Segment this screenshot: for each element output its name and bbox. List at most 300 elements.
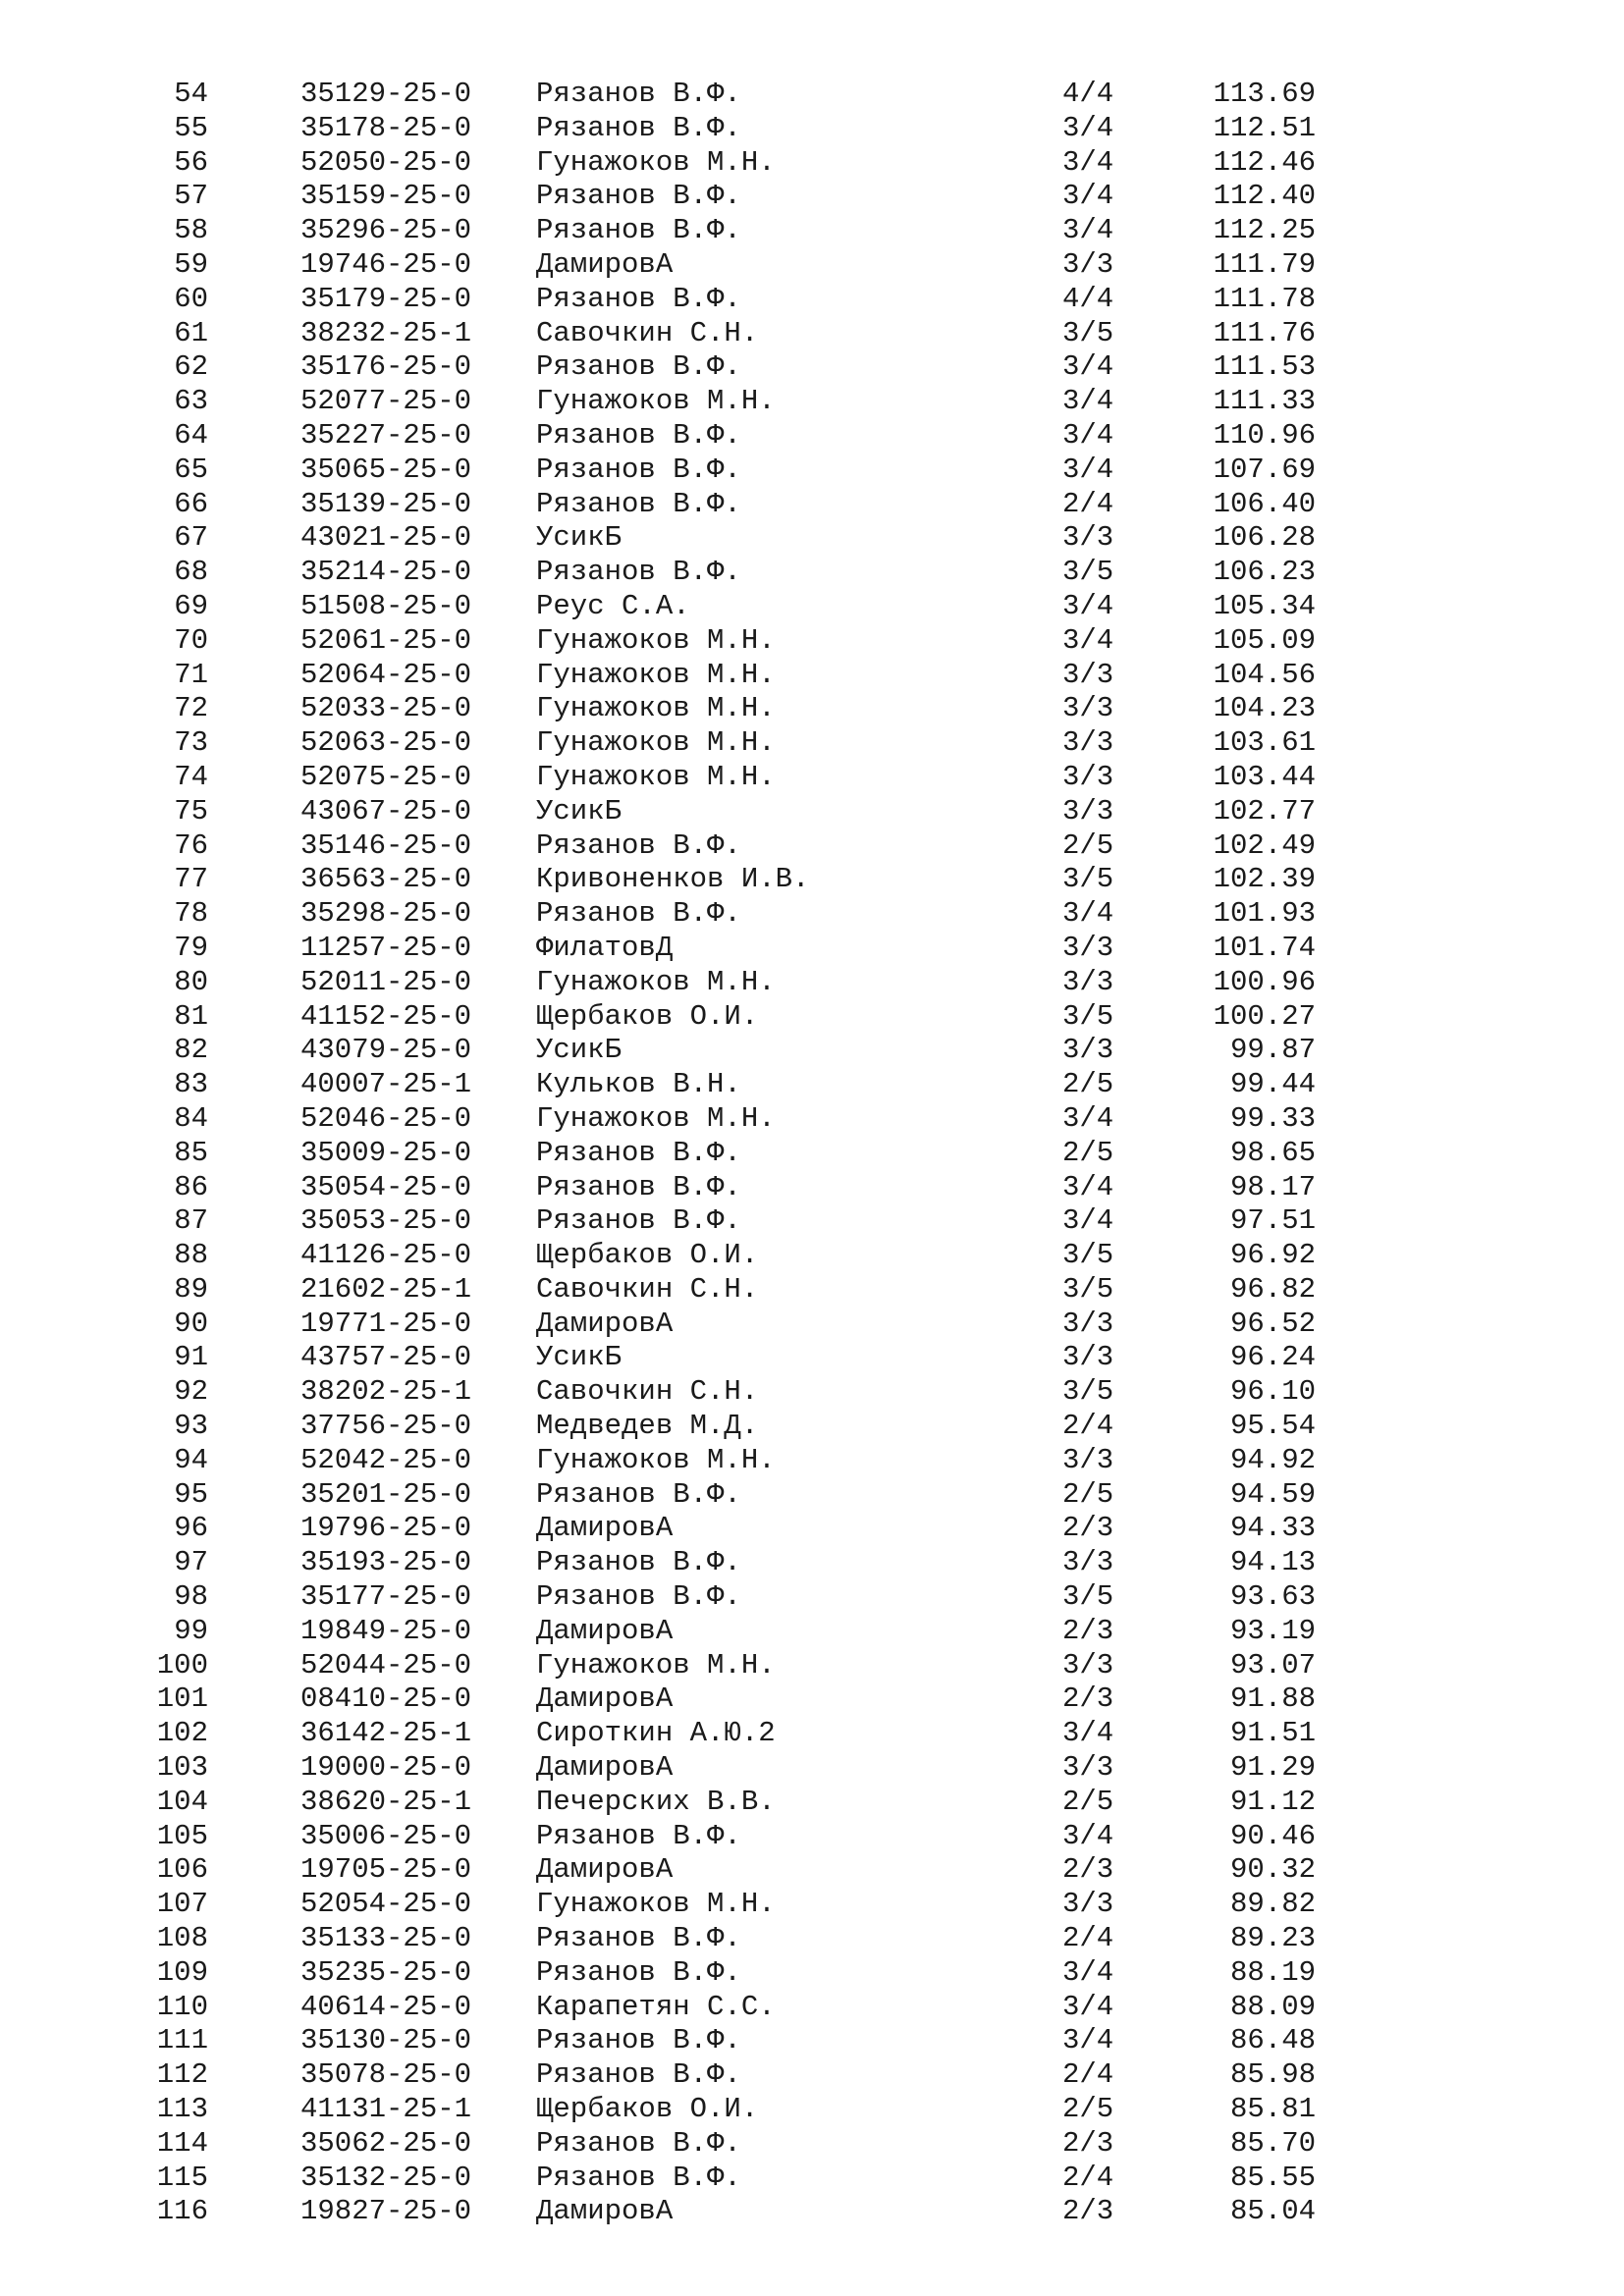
breeder-name: ДамировА bbox=[536, 1614, 674, 1647]
breeder-name: Гунажоков М.Н. bbox=[536, 1101, 776, 1135]
breeder-name: Гунажоков М.Н. bbox=[536, 1888, 776, 1921]
row-number: 72 bbox=[174, 692, 208, 725]
ratio: 3/4 bbox=[1062, 180, 1114, 213]
row-number: 73 bbox=[174, 726, 208, 760]
breeder-name: Гунажоков М.Н. bbox=[536, 760, 776, 793]
score: 112.46 bbox=[1213, 145, 1316, 179]
score: 111.33 bbox=[1213, 385, 1316, 418]
row-number: 89 bbox=[174, 1272, 208, 1306]
ratio: 3/5 bbox=[1062, 1580, 1114, 1614]
breeder-name: Рязанов В.Ф. bbox=[536, 1955, 741, 1989]
table-row bbox=[0, 2058, 1624, 2093]
score: 111.53 bbox=[1213, 350, 1316, 384]
score: 93.19 bbox=[1229, 1614, 1316, 1647]
ratio: 3/3 bbox=[1062, 247, 1114, 281]
score: 111.79 bbox=[1213, 247, 1316, 281]
table-row bbox=[0, 1786, 1624, 1820]
row-number: 82 bbox=[174, 1034, 208, 1067]
registration-code: 52033-25-0 bbox=[300, 692, 472, 725]
row-number: 84 bbox=[174, 1101, 208, 1135]
table-row bbox=[0, 1649, 1624, 1683]
score: 88.19 bbox=[1229, 1955, 1316, 1989]
row-number: 63 bbox=[174, 385, 208, 418]
breeder-name: ДамировА bbox=[536, 2195, 674, 2228]
registration-code: 40614-25-0 bbox=[300, 1990, 472, 2023]
ratio: 3/3 bbox=[1062, 658, 1114, 691]
row-number: 81 bbox=[174, 999, 208, 1033]
registration-code: 35078-25-0 bbox=[300, 2058, 472, 2092]
registration-code: 08410-25-0 bbox=[300, 1682, 472, 1716]
row-number: 66 bbox=[174, 487, 208, 520]
breeder-name: Савочкин С.Н. bbox=[536, 1272, 759, 1306]
breeder-name: Рязанов В.Ф. bbox=[536, 350, 741, 384]
score: 100.27 bbox=[1213, 999, 1316, 1033]
registration-code: 35133-25-0 bbox=[300, 1922, 472, 1955]
row-number: 90 bbox=[174, 1307, 208, 1340]
row-number: 83 bbox=[174, 1068, 208, 1101]
score: 97.51 bbox=[1229, 1204, 1316, 1238]
breeder-name: Гунажоков М.Н. bbox=[536, 623, 776, 657]
registration-code: 52075-25-0 bbox=[300, 760, 472, 793]
table-row bbox=[0, 659, 1624, 693]
row-number: 96 bbox=[174, 1512, 208, 1545]
registration-code: 35065-25-0 bbox=[300, 453, 472, 486]
breeder-name: Гунажоков М.Н. bbox=[536, 145, 776, 179]
breeder-name: Рязанов В.Ф. bbox=[536, 111, 741, 144]
row-number: 54 bbox=[174, 78, 208, 110]
row-number: 106 bbox=[156, 1853, 208, 1887]
score: 94.59 bbox=[1229, 1477, 1316, 1511]
table-row bbox=[0, 385, 1624, 419]
score: 85.70 bbox=[1229, 2126, 1316, 2160]
row-number: 77 bbox=[174, 863, 208, 896]
ratio: 3/4 bbox=[1062, 111, 1114, 144]
breeder-name: Гунажоков М.Н. bbox=[536, 692, 776, 725]
table-row bbox=[0, 1171, 1624, 1205]
table-row bbox=[0, 112, 1624, 146]
registration-code: 35159-25-0 bbox=[300, 180, 472, 213]
ratio: 3/5 bbox=[1062, 1272, 1114, 1306]
registration-code: 35227-25-0 bbox=[300, 418, 472, 452]
ratio: 3/4 bbox=[1062, 385, 1114, 418]
breeder-name: Медведев М.Д. bbox=[536, 1410, 759, 1443]
row-number: 60 bbox=[174, 282, 208, 315]
row-number: 109 bbox=[156, 1955, 208, 1989]
row-number: 92 bbox=[174, 1375, 208, 1409]
score: 102.39 bbox=[1213, 863, 1316, 896]
registration-code: 35177-25-0 bbox=[300, 1580, 472, 1614]
registration-code: 19000-25-0 bbox=[300, 1751, 472, 1785]
breeder-name: Рязанов В.Ф. bbox=[536, 1136, 741, 1169]
ratio: 2/4 bbox=[1062, 1410, 1114, 1443]
score: 98.17 bbox=[1229, 1170, 1316, 1203]
breeder-name: УсикБ bbox=[536, 1341, 623, 1374]
score: 104.23 bbox=[1213, 692, 1316, 725]
ratio: 2/5 bbox=[1062, 1136, 1114, 1169]
ratio: 2/5 bbox=[1062, 828, 1114, 862]
table-row bbox=[0, 2093, 1624, 2127]
registration-code: 52061-25-0 bbox=[300, 623, 472, 657]
breeder-name: ДамировА bbox=[536, 1307, 674, 1340]
score: 90.32 bbox=[1229, 1853, 1316, 1887]
table-row bbox=[0, 1034, 1624, 1068]
score: 99.33 bbox=[1229, 1101, 1316, 1135]
table-row bbox=[0, 556, 1624, 590]
row-number: 111 bbox=[156, 2024, 208, 2057]
ratio: 2/5 bbox=[1062, 1068, 1114, 1101]
breeder-name: УсикБ bbox=[536, 1034, 623, 1067]
registration-code: 35193-25-0 bbox=[300, 1546, 472, 1579]
breeder-name: Рязанов В.Ф. bbox=[536, 2126, 741, 2160]
breeder-name: Рязанов В.Ф. bbox=[536, 2024, 741, 2057]
registration-code: 35129-25-0 bbox=[300, 78, 472, 110]
ratio: 4/4 bbox=[1062, 78, 1114, 110]
ratio: 2/3 bbox=[1062, 1853, 1114, 1887]
breeder-name: Щербаков О.И. bbox=[536, 2093, 759, 2126]
breeder-name: Рязанов В.Ф. bbox=[536, 1204, 741, 1238]
score: 96.52 bbox=[1229, 1307, 1316, 1340]
registration-code: 11257-25-0 bbox=[300, 931, 472, 964]
ratio: 3/4 bbox=[1062, 1101, 1114, 1135]
score: 94.33 bbox=[1229, 1512, 1316, 1545]
ratio: 2/4 bbox=[1062, 2058, 1114, 2092]
ratio: 2/5 bbox=[1062, 2093, 1114, 2126]
table-row bbox=[0, 1137, 1624, 1171]
table-row bbox=[0, 692, 1624, 726]
table-row bbox=[0, 932, 1624, 966]
registration-code: 35009-25-0 bbox=[300, 1136, 472, 1169]
breeder-name: Рязанов В.Ф. bbox=[536, 1819, 741, 1852]
ratio: 2/4 bbox=[1062, 487, 1114, 520]
score: 95.54 bbox=[1229, 1410, 1316, 1443]
table-row bbox=[0, 317, 1624, 351]
breeder-name: Рязанов В.Ф. bbox=[536, 214, 741, 247]
registration-code: 19771-25-0 bbox=[300, 1307, 472, 1340]
row-number: 62 bbox=[174, 350, 208, 384]
registration-code: 19705-25-0 bbox=[300, 1853, 472, 1887]
ratio: 3/3 bbox=[1062, 1546, 1114, 1579]
table-row bbox=[0, 1615, 1624, 1649]
registration-code: 35235-25-0 bbox=[300, 1955, 472, 1989]
breeder-name: УсикБ bbox=[536, 521, 623, 555]
score: 91.29 bbox=[1229, 1751, 1316, 1785]
ratio: 4/4 bbox=[1062, 282, 1114, 315]
table-row bbox=[0, 1000, 1624, 1035]
score: 93.07 bbox=[1229, 1648, 1316, 1682]
ratio: 3/4 bbox=[1062, 350, 1114, 384]
row-number: 101 bbox=[156, 1682, 208, 1716]
breeder-name: Рязанов В.Ф. bbox=[536, 180, 741, 213]
score: 99.87 bbox=[1229, 1034, 1316, 1067]
score: 112.51 bbox=[1213, 111, 1316, 144]
table-row bbox=[0, 1956, 1624, 1991]
score: 89.23 bbox=[1229, 1922, 1316, 1955]
row-number: 98 bbox=[174, 1580, 208, 1614]
registration-code: 37756-25-0 bbox=[300, 1410, 472, 1443]
breeder-name: Савочкин С.Н. bbox=[536, 316, 759, 349]
row-number: 88 bbox=[174, 1239, 208, 1272]
row-number: 87 bbox=[174, 1204, 208, 1238]
row-number: 68 bbox=[174, 556, 208, 589]
row-number: 97 bbox=[174, 1546, 208, 1579]
registration-code: 41152-25-0 bbox=[300, 999, 472, 1033]
table-row bbox=[0, 1820, 1624, 1854]
row-number: 114 bbox=[156, 2126, 208, 2160]
registration-code: 52042-25-0 bbox=[300, 1443, 472, 1476]
row-number: 67 bbox=[174, 521, 208, 555]
results-table bbox=[0, 78, 1624, 2229]
registration-code: 41126-25-0 bbox=[300, 1239, 472, 1272]
score: 96.82 bbox=[1229, 1272, 1316, 1306]
breeder-name: Рязанов В.Ф. bbox=[536, 78, 741, 110]
ratio: 3/5 bbox=[1062, 1375, 1114, 1409]
ratio: 2/4 bbox=[1062, 2161, 1114, 2194]
ratio: 3/3 bbox=[1062, 1034, 1114, 1067]
table-row bbox=[0, 726, 1624, 761]
registration-code: 35146-25-0 bbox=[300, 828, 472, 862]
table-row bbox=[0, 1410, 1624, 1444]
ratio: 3/3 bbox=[1062, 794, 1114, 828]
table-row bbox=[0, 2195, 1624, 2229]
breeder-name: Рязанов В.Ф. bbox=[536, 282, 741, 315]
row-number: 115 bbox=[156, 2161, 208, 2194]
table-row bbox=[0, 1102, 1624, 1137]
row-number: 64 bbox=[174, 418, 208, 452]
score: 110.96 bbox=[1213, 418, 1316, 452]
breeder-name: Рязанов В.Ф. bbox=[536, 1580, 741, 1614]
ratio: 3/3 bbox=[1062, 1751, 1114, 1785]
table-row bbox=[0, 350, 1624, 385]
score: 89.82 bbox=[1229, 1888, 1316, 1921]
table-row bbox=[0, 1273, 1624, 1308]
score: 105.34 bbox=[1213, 589, 1316, 622]
breeder-name: ДамировА bbox=[536, 247, 674, 281]
breeder-name: Рязанов В.Ф. bbox=[536, 897, 741, 931]
registration-code: 43021-25-0 bbox=[300, 521, 472, 555]
table-row bbox=[0, 214, 1624, 248]
score: 91.51 bbox=[1229, 1717, 1316, 1750]
breeder-name: Гунажоков М.Н. bbox=[536, 1443, 776, 1476]
row-number: 91 bbox=[174, 1341, 208, 1374]
registration-code: 19746-25-0 bbox=[300, 247, 472, 281]
breeder-name: Кульков В.Н. bbox=[536, 1068, 741, 1101]
registration-code: 35176-25-0 bbox=[300, 350, 472, 384]
breeder-name: Рязанов В.Ф. bbox=[536, 828, 741, 862]
ratio: 3/4 bbox=[1062, 453, 1114, 486]
registration-code: 19849-25-0 bbox=[300, 1614, 472, 1647]
registration-code: 35179-25-0 bbox=[300, 282, 472, 315]
score: 106.28 bbox=[1213, 521, 1316, 555]
score: 102.77 bbox=[1213, 794, 1316, 828]
score: 103.61 bbox=[1213, 726, 1316, 760]
row-number: 110 bbox=[156, 1990, 208, 2023]
breeder-name: Сироткин А.Ю.2 bbox=[536, 1717, 776, 1750]
row-number: 99 bbox=[174, 1614, 208, 1647]
breeder-name: Печерских В.В. bbox=[536, 1785, 776, 1818]
registration-code: 36142-25-1 bbox=[300, 1717, 472, 1750]
score: 111.76 bbox=[1213, 316, 1316, 349]
breeder-name: ФилатовД bbox=[536, 931, 674, 964]
row-number: 85 bbox=[174, 1136, 208, 1169]
breeder-name: ДамировА bbox=[536, 1682, 674, 1716]
table-row bbox=[0, 1375, 1624, 1410]
registration-code: 35178-25-0 bbox=[300, 111, 472, 144]
ratio: 3/3 bbox=[1062, 931, 1114, 964]
score: 96.24 bbox=[1229, 1341, 1316, 1374]
breeder-name: Рязанов В.Ф. bbox=[536, 1477, 741, 1511]
score: 91.12 bbox=[1229, 1785, 1316, 1818]
table-row bbox=[0, 2024, 1624, 2058]
registration-code: 41131-25-1 bbox=[300, 2093, 472, 2126]
table-row bbox=[0, 78, 1624, 112]
ratio: 2/3 bbox=[1062, 2195, 1114, 2228]
score: 112.25 bbox=[1213, 214, 1316, 247]
registration-code: 35298-25-0 bbox=[300, 897, 472, 931]
breeder-name: Савочкин С.Н. bbox=[536, 1375, 759, 1409]
score: 103.44 bbox=[1213, 760, 1316, 793]
score: 93.63 bbox=[1229, 1580, 1316, 1614]
score: 85.55 bbox=[1229, 2161, 1316, 2194]
row-number: 55 bbox=[174, 111, 208, 144]
row-number: 71 bbox=[174, 658, 208, 691]
score: 85.81 bbox=[1229, 2093, 1316, 2126]
ratio: 2/3 bbox=[1062, 1614, 1114, 1647]
table-row bbox=[0, 1546, 1624, 1580]
row-number: 56 bbox=[174, 145, 208, 179]
table-row bbox=[0, 419, 1624, 454]
table-row bbox=[0, 1682, 1624, 1717]
ratio: 3/3 bbox=[1062, 1888, 1114, 1921]
ratio: 3/4 bbox=[1062, 1819, 1114, 1852]
registration-code: 51508-25-0 bbox=[300, 589, 472, 622]
row-number: 86 bbox=[174, 1170, 208, 1203]
table-row bbox=[0, 146, 1624, 181]
registration-code: 38202-25-1 bbox=[300, 1375, 472, 1409]
ratio: 3/4 bbox=[1062, 623, 1114, 657]
registration-code: 52046-25-0 bbox=[300, 1101, 472, 1135]
table-row bbox=[0, 863, 1624, 897]
ratio: 3/3 bbox=[1062, 965, 1114, 998]
table-row bbox=[0, 966, 1624, 1000]
row-number: 70 bbox=[174, 623, 208, 657]
row-number: 104 bbox=[156, 1785, 208, 1818]
registration-code: 52054-25-0 bbox=[300, 1888, 472, 1921]
breeder-name: Рязанов В.Ф. bbox=[536, 556, 741, 589]
table-row bbox=[0, 1341, 1624, 1375]
score: 88.09 bbox=[1229, 1990, 1316, 2023]
table-row bbox=[0, 283, 1624, 317]
ratio: 3/4 bbox=[1062, 1990, 1114, 2023]
row-number: 102 bbox=[156, 1717, 208, 1750]
ratio: 3/3 bbox=[1062, 1443, 1114, 1476]
ratio: 3/4 bbox=[1062, 1170, 1114, 1203]
row-number: 61 bbox=[174, 316, 208, 349]
row-number: 76 bbox=[174, 828, 208, 862]
score: 96.10 bbox=[1229, 1375, 1316, 1409]
score: 99.44 bbox=[1229, 1068, 1316, 1101]
ratio: 2/3 bbox=[1062, 1682, 1114, 1716]
table-row bbox=[0, 897, 1624, 932]
row-number: 108 bbox=[156, 1922, 208, 1955]
row-number: 100 bbox=[156, 1648, 208, 1682]
row-number: 75 bbox=[174, 794, 208, 828]
ratio: 2/3 bbox=[1062, 1512, 1114, 1545]
table-row bbox=[0, 795, 1624, 829]
row-number: 57 bbox=[174, 180, 208, 213]
registration-code: 35054-25-0 bbox=[300, 1170, 472, 1203]
ratio: 3/4 bbox=[1062, 589, 1114, 622]
breeder-name: Гунажоков М.Н. bbox=[536, 658, 776, 691]
breeder-name: Реус С.А. bbox=[536, 589, 690, 622]
row-number: 80 bbox=[174, 965, 208, 998]
breeder-name: ДамировА bbox=[536, 1512, 674, 1545]
breeder-name: Рязанов В.Ф. bbox=[536, 1546, 741, 1579]
registration-code: 43079-25-0 bbox=[300, 1034, 472, 1067]
ratio: 3/5 bbox=[1062, 316, 1114, 349]
breeder-name: Рязанов В.Ф. bbox=[536, 487, 741, 520]
score: 102.49 bbox=[1213, 828, 1316, 862]
ratio: 3/5 bbox=[1062, 1239, 1114, 1272]
table-row bbox=[0, 180, 1624, 214]
ratio: 3/4 bbox=[1062, 1204, 1114, 1238]
table-row bbox=[0, 1922, 1624, 1956]
row-number: 78 bbox=[174, 897, 208, 931]
score: 91.88 bbox=[1229, 1682, 1316, 1716]
ratio: 3/3 bbox=[1062, 726, 1114, 760]
table-row bbox=[0, 1068, 1624, 1102]
ratio: 2/4 bbox=[1062, 1922, 1114, 1955]
table-row bbox=[0, 1888, 1624, 1922]
registration-code: 52050-25-0 bbox=[300, 145, 472, 179]
registration-code: 40007-25-1 bbox=[300, 1068, 472, 1101]
table-row bbox=[0, 590, 1624, 624]
score: 104.56 bbox=[1213, 658, 1316, 691]
row-number: 69 bbox=[174, 589, 208, 622]
score: 96.92 bbox=[1229, 1239, 1316, 1272]
ratio: 3/4 bbox=[1062, 1955, 1114, 1989]
score: 98.65 bbox=[1229, 1136, 1316, 1169]
score: 101.74 bbox=[1213, 931, 1316, 964]
ratio: 3/4 bbox=[1062, 418, 1114, 452]
score: 106.40 bbox=[1213, 487, 1316, 520]
score: 112.40 bbox=[1213, 180, 1316, 213]
breeder-name: Рязанов В.Ф. bbox=[536, 2161, 741, 2194]
table-row bbox=[0, 1580, 1624, 1615]
row-number: 107 bbox=[156, 1888, 208, 1921]
score: 85.98 bbox=[1229, 2058, 1316, 2092]
registration-code: 35062-25-0 bbox=[300, 2126, 472, 2160]
registration-code: 35296-25-0 bbox=[300, 214, 472, 247]
row-number: 103 bbox=[156, 1751, 208, 1785]
breeder-name: Щербаков О.И. bbox=[536, 1239, 759, 1272]
ratio: 3/5 bbox=[1062, 863, 1114, 896]
registration-code: 52064-25-0 bbox=[300, 658, 472, 691]
table-row bbox=[0, 1751, 1624, 1786]
score: 85.04 bbox=[1229, 2195, 1316, 2228]
registration-code: 43757-25-0 bbox=[300, 1341, 472, 1374]
score: 100.96 bbox=[1213, 965, 1316, 998]
ratio: 3/4 bbox=[1062, 897, 1114, 931]
row-number: 112 bbox=[156, 2058, 208, 2092]
registration-code: 38232-25-1 bbox=[300, 316, 472, 349]
score: 94.13 bbox=[1229, 1546, 1316, 1579]
registration-code: 43067-25-0 bbox=[300, 794, 472, 828]
breeder-name: ДамировА bbox=[536, 1751, 674, 1785]
row-number: 94 bbox=[174, 1443, 208, 1476]
registration-code: 52077-25-0 bbox=[300, 385, 472, 418]
table-row bbox=[0, 2127, 1624, 2162]
breeder-name: Кривоненков И.В. bbox=[536, 863, 810, 896]
